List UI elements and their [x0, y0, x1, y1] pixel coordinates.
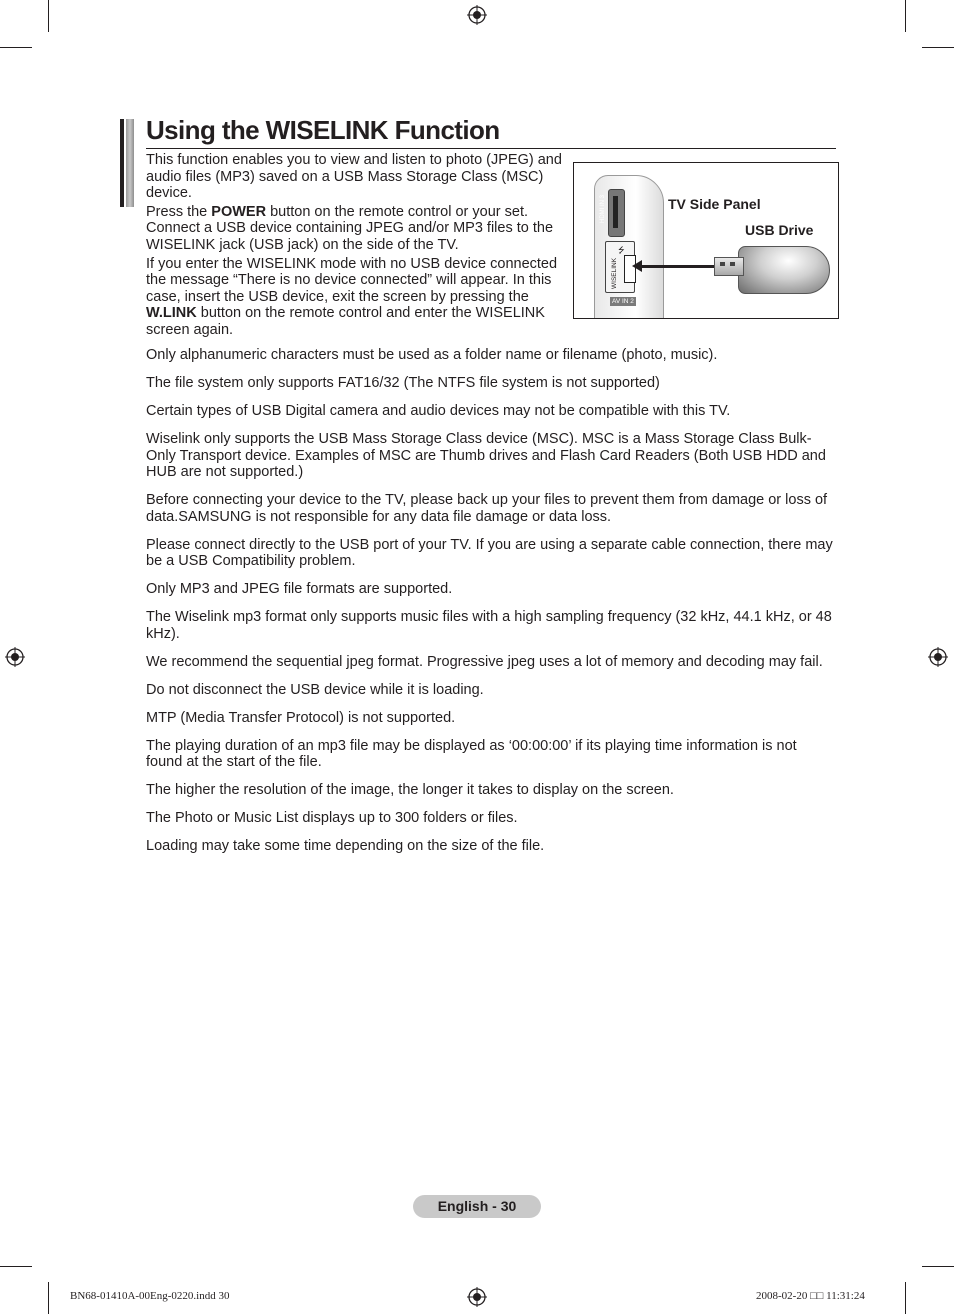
note-item: Please connect directly to the USB port of your TV. If you are using a separate cable connection, there may be a USB Compatibility problem.: [146, 536, 833, 570]
note-item: MTP (Media Transfer Protocol) is not supported.: [146, 709, 456, 726]
crop-mark: [922, 1266, 954, 1267]
notes-list: [146, 347, 836, 866]
crop-mark: [0, 1266, 32, 1267]
power-button-label: POWER: [211, 203, 267, 220]
page-number-badge: English - 30: [413, 1195, 541, 1218]
note-item: The Wiselink mp3 format only supports music files with a high sampling frequency (32 kHz, 44.1 kHz, or 48 kHz).: [146, 609, 832, 642]
intro-paragraph: If you enter the WISELINK mode with no USB device connected the message “There is no device connected” will appear. In this case, insert the USB device, exit the screen by pressing the W.LINK button on the remote control and enter the WISELINK screen again.: [146, 255, 558, 338]
registration-mark-icon: [467, 5, 487, 25]
tv-side-panel-label: TV Side Panel: [668, 196, 761, 212]
print-slug-date: 2008-02-20 □□ 11:31:24: [756, 1290, 865, 1302]
arrow-line: [638, 265, 716, 268]
wiselink-port-label: WISELINK: [611, 257, 618, 289]
crop-mark: [905, 0, 906, 32]
note-item: We recommend the sequential jpeg format. Progressive jpeg uses a lot of memory and decoding may fail.: [146, 653, 823, 670]
av-in-label: AV IN 2: [612, 298, 634, 305]
note-item: Only MP3 and JPEG file formats are supported.: [146, 581, 453, 598]
print-slug-file: BN68-01410A-00Eng-0220.indd 30: [70, 1290, 230, 1302]
title-underline: [146, 148, 836, 149]
title-decoration-bar: [120, 119, 134, 207]
crop-mark: [922, 47, 954, 48]
crop-mark: [905, 1282, 906, 1314]
wlink-button-label: W.LINK: [146, 305, 197, 322]
usb-drive-illustration: [738, 246, 830, 294]
note-item: Only alphanumeric characters must be used as a folder name or filename (photo, music).: [146, 347, 718, 363]
note-item: Do not disconnect the USB device while it is loading.: [146, 681, 484, 698]
intro-paragraph: This function enables you to view and listen to photo (JPEG) and audio files (MP3) saved on a USB Mass Storage Class (MSC) device.: [146, 152, 562, 202]
usb-symbol-icon: ⭍: [618, 246, 625, 255]
page-title: Using the WISELINK Function: [146, 115, 500, 145]
usb-plug-illustration: [714, 257, 744, 276]
intro-paragraph: Press the POWER button on the remote control or your set. Connect a USB device containing JPEG and/or MP3 files to the WISELINK jack (USB jack) on the side of the TV.: [146, 203, 554, 253]
tv-side-panel-figure: [573, 162, 839, 319]
crop-mark: [0, 47, 32, 48]
note-item: Wiselink only supports the USB Mass Storage Class device (MSC). MSC is a Mass Storage Class Bulk-Only Transport device. Examples of MSC are Thumb drives and Flash Card Readers (Both USB HDD and HUB are not supported.): [146, 430, 826, 481]
hdmi-port-icon: [608, 189, 625, 237]
crop-mark: [48, 1282, 49, 1314]
note-item: Loading may take some time depending on the size of the file.: [146, 838, 545, 855]
crop-mark: [48, 0, 49, 32]
note-item: The playing duration of an mp3 file may be displayed as ‘00:00:00’ if its playing time information is not found at the start of the file.: [146, 737, 797, 771]
registration-mark-icon: [5, 647, 25, 667]
note-item: Certain types of USB Digital camera and audio devices may not be compatible with this TV.: [146, 402, 731, 419]
registration-mark-icon: [467, 1287, 487, 1307]
note-item: The higher the resolution of the image, the longer it takes to display on the screen.: [146, 782, 674, 799]
usb-drive-label: USB Drive: [745, 222, 814, 238]
note-item: The file system only supports FAT16/32 (The NTFS file system is not supported): [146, 374, 660, 391]
registration-mark-icon: [928, 647, 948, 667]
note-item: Before connecting your device to the TV, please back up your files to prevent them from damage or loss of data.SAMSUNG is not responsible for any data file damage or data loss.: [146, 492, 828, 525]
hdmi-port-label: HDMI IN 3: [600, 194, 606, 223]
intro-section: [146, 152, 564, 341]
note-item: The Photo or Music List displays up to 300 folders or files.: [146, 810, 518, 827]
